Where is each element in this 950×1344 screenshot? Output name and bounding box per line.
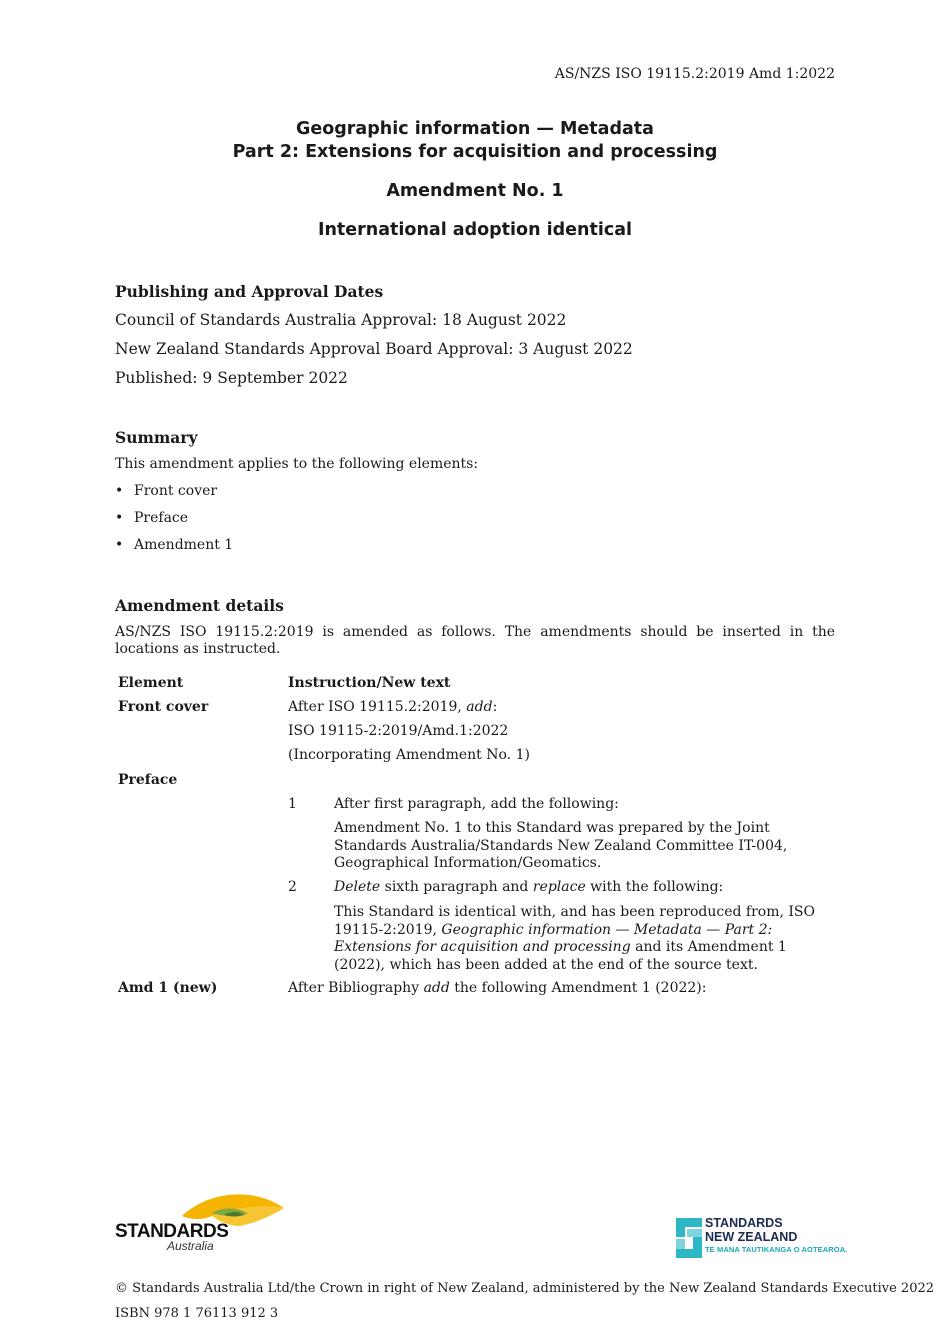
preface-new-text-2: This Standard is identical with, and has been reproduced from, ISO 19115-2:2019, Geographic information — Metadata — Part 2: Extensions for acquisition and processing and its Amendment 1 (2022), which has been added at the end of the source text. [334, 904, 815, 973]
list-item-label: Amendment 1 [134, 537, 234, 553]
amendment-details-heading: Amendment details [115, 596, 284, 615]
amendment-number: Amendment No. 1 [386, 181, 564, 201]
element-front-cover: Front cover [118, 699, 209, 715]
list-item [115, 483, 217, 499]
amd-1-instruction: After Bibliography add the following Amendment 1 (2022): [288, 980, 707, 996]
list-item-label: Front cover [134, 483, 218, 499]
front-cover-instruction: After ISO 19115.2:2019, add: [288, 699, 498, 715]
standards-nz-wordmark-line-1: STANDARDS [705, 1216, 783, 1230]
summary-heading: Summary [115, 428, 198, 447]
front-cover-new-text: ISO 19115-2:2019/Amd.1:2022 [288, 723, 509, 739]
bullet-icon: • [115, 537, 124, 553]
adoption-statement: International adoption identical [317, 220, 633, 240]
instruction-number-2: 2 [288, 879, 297, 895]
published-date: Published: 9 September 2022 [115, 369, 348, 387]
isbn: ISBN 978 1 76113 912 3 [115, 1306, 279, 1321]
title-line-2: Part 2: Extensions for acquisition and processing [232, 142, 718, 162]
approval-date-new-zealand: New Zealand Standards Approval Board Approval: 3 August 2022 [115, 340, 633, 358]
standards-nz-tagline: TE MANA TAUTIKANGA O AOTEAROA. [705, 1245, 848, 1254]
standards-nz-wordmark-line-2: NEW ZEALAND [705, 1230, 798, 1244]
publishing-heading: Publishing and Approval Dates [115, 282, 384, 301]
preface-new-text-1: Amendment No. 1 to this Standard was prepared by the Joint Standards Australia/Standards New Zealand Committee IT-004, Geographical Information/Geomatics. [334, 820, 788, 871]
list-item [115, 510, 188, 526]
list-item-label: Preface [134, 510, 189, 526]
instruction-number-1: 1 [288, 796, 297, 812]
element-preface: Preface [118, 772, 178, 788]
title-line-1: Geographic information — Metadata [296, 119, 654, 139]
column-header-instruction: Instruction/New text [288, 675, 451, 691]
column-header-element: Element [118, 675, 184, 691]
preface-instruction-1: After first paragraph, add the following: [334, 796, 619, 812]
standards-australia-subtitle: Australia [167, 1239, 214, 1253]
summary-intro: This amendment applies to the following elements: [115, 456, 479, 472]
element-amd-1: Amd 1 (new) [118, 980, 218, 996]
bullet-icon: • [115, 483, 124, 499]
standards-new-zealand-logo-icon [676, 1218, 702, 1258]
approval-date-australia: Council of Standards Australia Approval: 18 August 2022 [115, 311, 567, 329]
front-cover-incorporating: (Incorporating Amendment No. 1) [288, 747, 530, 763]
preface-instruction-2: Delete sixth paragraph and replace with the following: [334, 879, 724, 895]
amendment-details-intro: AS/NZS ISO 19115.2:2019 is amended as follows. The amendments should be inserted in the locations as instructed. [115, 624, 835, 657]
standards-australia-wordmark: STANDARDS [115, 1221, 229, 1242]
document-reference: AS/NZS ISO 19115.2:2019 Amd 1:2022 [554, 66, 835, 82]
bullet-icon: • [115, 510, 124, 526]
copyright-notice: © Standards Australia Ltd/the Crown in right of New Zealand, administered by the New Zealand Standards Executive 2022 [115, 1281, 935, 1296]
list-item [115, 537, 233, 553]
